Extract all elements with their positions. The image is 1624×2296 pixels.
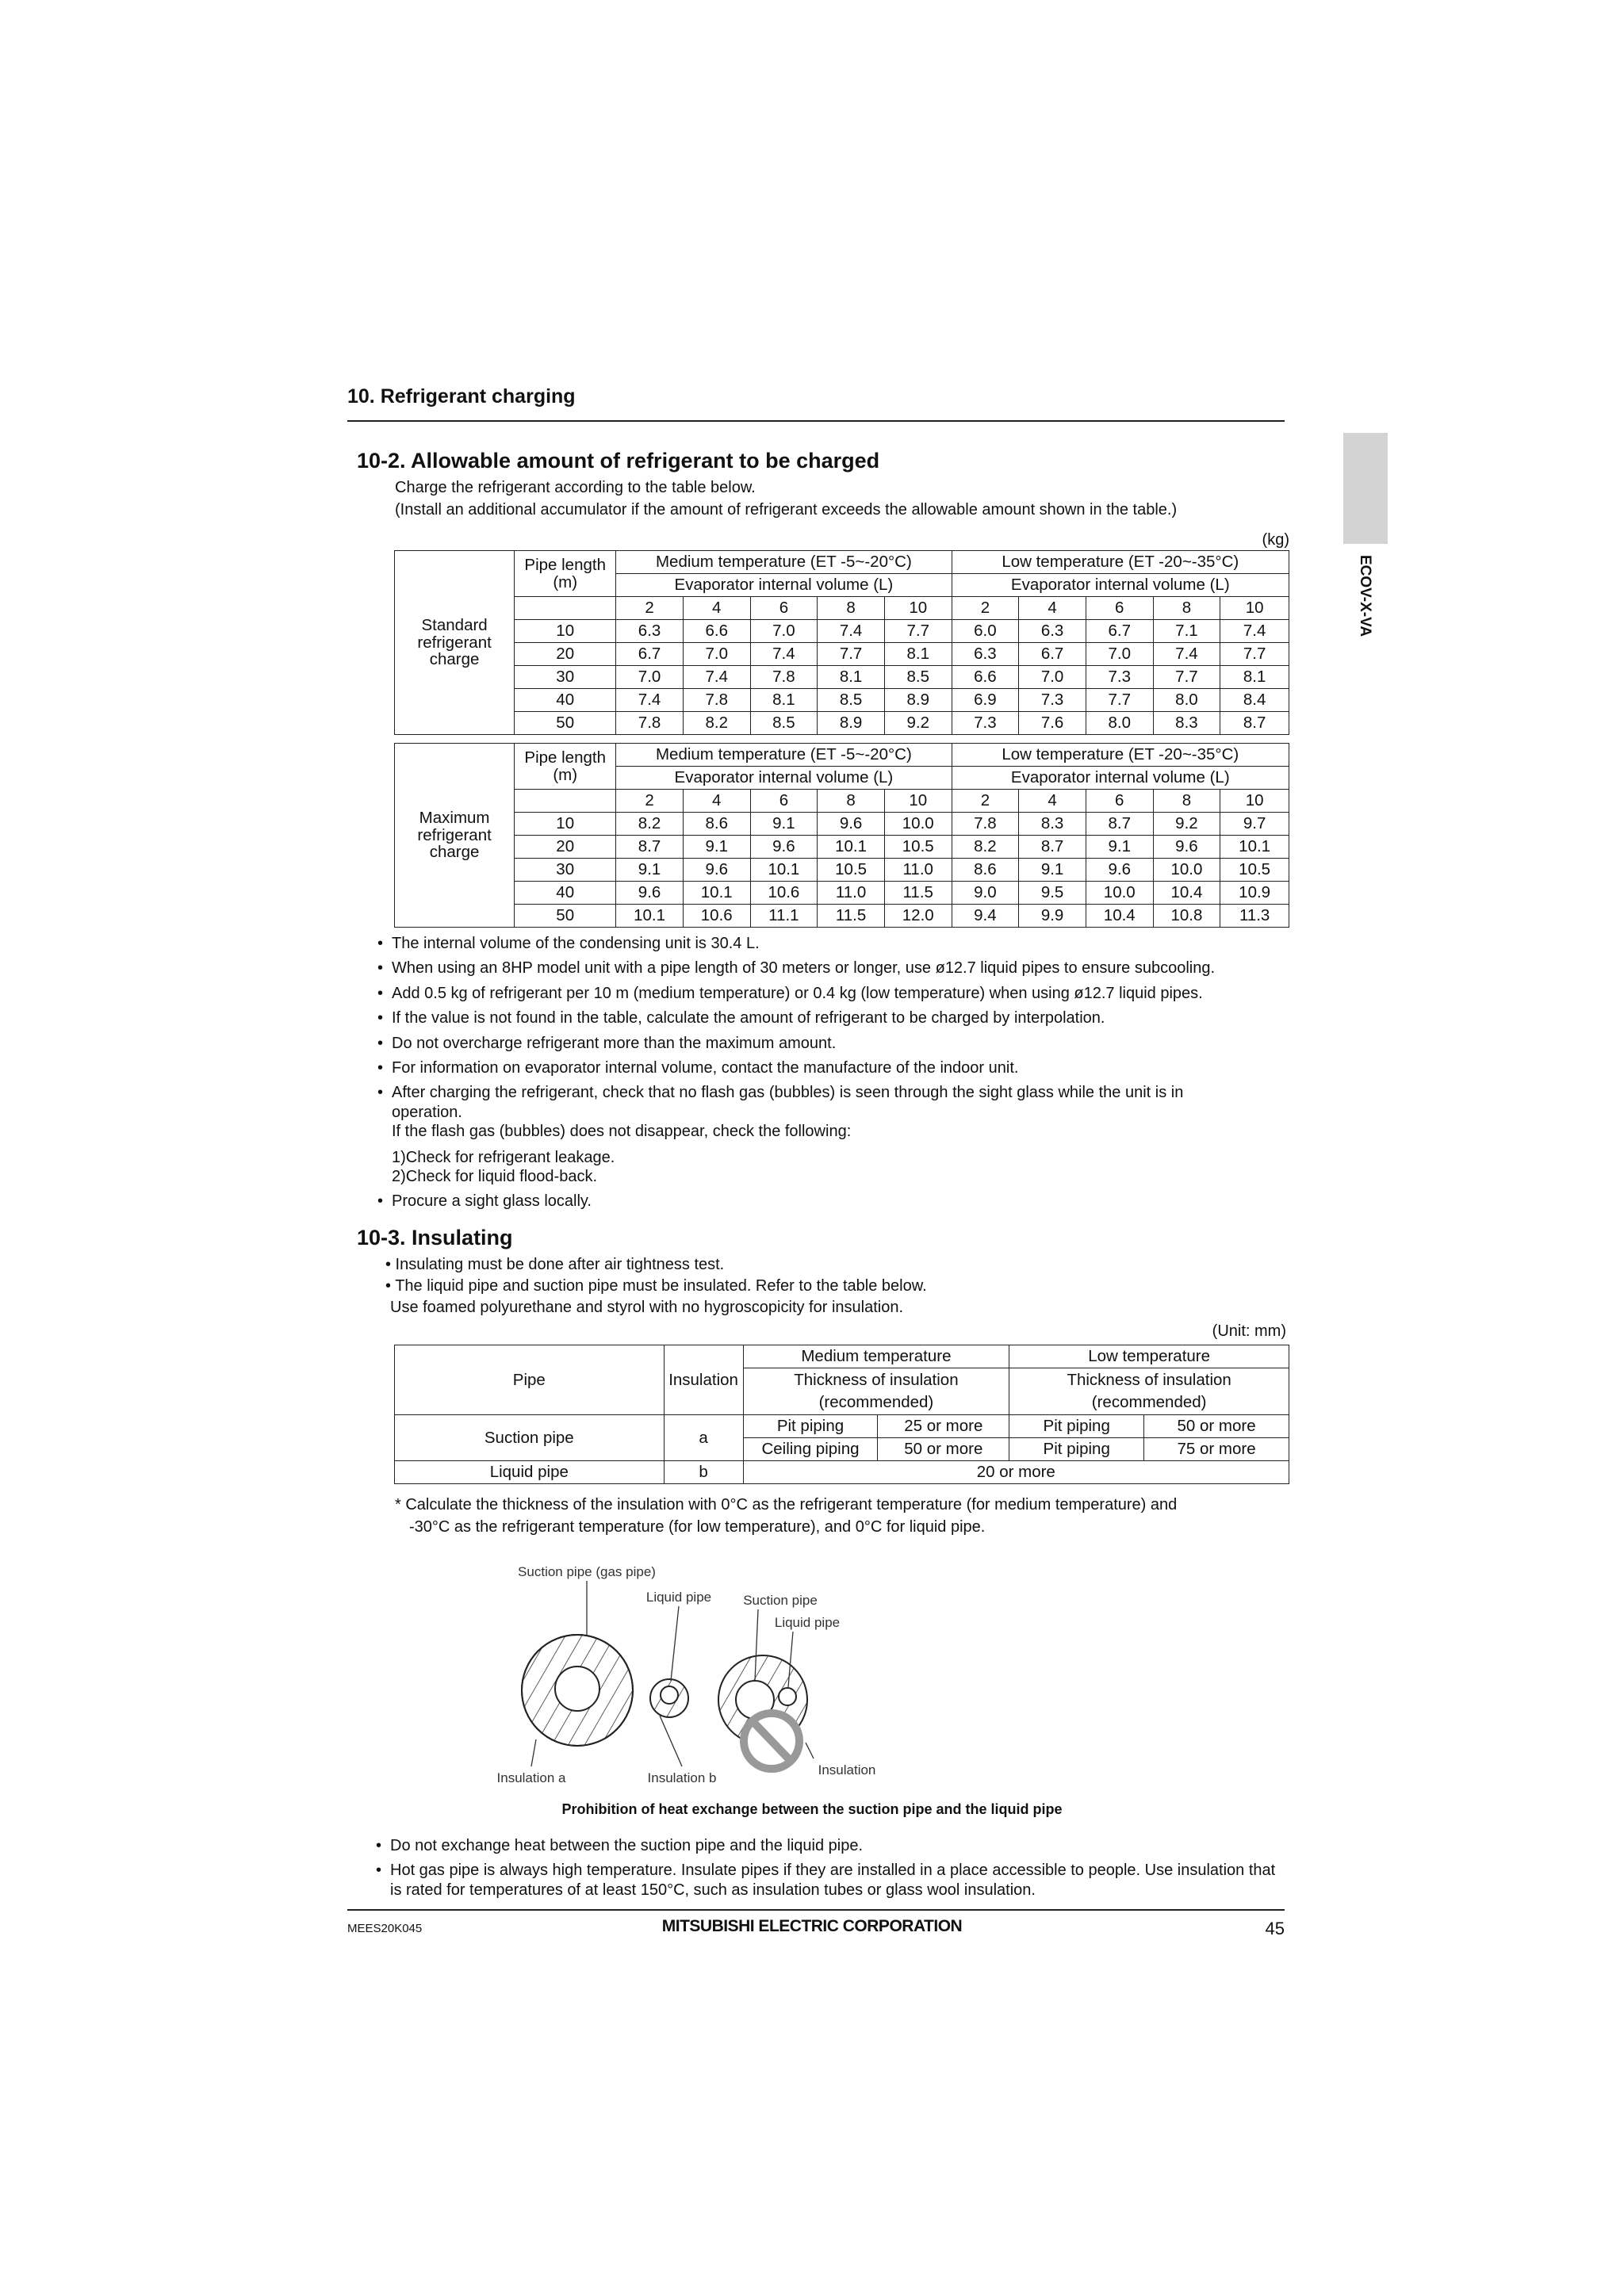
charge-value-cell: 7.0 bbox=[1019, 666, 1086, 689]
thickness-header: Thickness of insulation (recommended) bbox=[743, 1368, 1009, 1415]
label-suction-pipe: Suction pipe bbox=[743, 1593, 818, 1608]
insulation-footnote: * Calculate the thickness of the insulation with 0°C as the refrigerant temperature (for medium temperature) and -30°C as the refrigerant temperature (for low temperature), and 0°C for liquid pipe. bbox=[395, 1496, 1178, 1536]
liquid-insulation-cell: b bbox=[664, 1461, 743, 1484]
charge-value-cell: 11.0 bbox=[884, 859, 952, 882]
charge-value-cell: 9.7 bbox=[1220, 813, 1289, 836]
pipe-length-cell: 20 bbox=[515, 643, 616, 666]
pipe-header: Pipe bbox=[395, 1345, 665, 1415]
charge-value-cell: 8.2 bbox=[952, 836, 1019, 859]
pipe-length-cell: 30 bbox=[515, 859, 616, 882]
section-10-2-title: 10-2. Allowable amount of refrigerant to be charged bbox=[357, 449, 880, 473]
table-row bbox=[395, 689, 1289, 712]
evap-volume-header: Evaporator internal volume (L) bbox=[616, 767, 952, 790]
footer-rule bbox=[347, 1909, 1285, 1911]
charge-value-cell: 10.0 bbox=[884, 813, 952, 836]
charge-value-cell: 10.1 bbox=[750, 859, 818, 882]
charge-value-cell: 7.0 bbox=[616, 666, 684, 689]
insulated-suction-pipe bbox=[522, 1635, 633, 1746]
charge-value-cell: 7.8 bbox=[750, 666, 818, 689]
intro-line-1: Charge the refrigerant according to the table below. bbox=[395, 479, 756, 496]
diagram-caption: Prohibition of heat exchange between the suction pipe and the liquid pipe bbox=[561, 1801, 1063, 1817]
charge-value-cell: 7.7 bbox=[818, 643, 885, 666]
charge-value-cell: 9.4 bbox=[952, 905, 1019, 928]
charge-value-cell: 6.9 bbox=[952, 689, 1019, 712]
pipe-length-cell: 10 bbox=[515, 813, 616, 836]
table-row bbox=[395, 882, 1289, 905]
charge-value-cell: 9.6 bbox=[683, 859, 750, 882]
charge-value-cell: 7.7 bbox=[884, 620, 952, 643]
charge-value-cell: 7.4 bbox=[1220, 620, 1289, 643]
low-temp-header: Low temperature (ET -20~-35°C) bbox=[952, 744, 1289, 767]
charge-value-cell: 7.3 bbox=[952, 712, 1019, 735]
table-row bbox=[395, 666, 1289, 689]
list-item: • If the value is not found in the table, calculate the amount of refrigerant to be charged by interpolation. bbox=[377, 1008, 1289, 1027]
charge-value-cell: 7.8 bbox=[683, 689, 750, 712]
list-item: • When using an 8HP model unit with a pipe length of 30 meters or longer, use ø12.7 liquid pipes to ensure subcooling. bbox=[377, 959, 1289, 978]
charge-value-cell: 6.0 bbox=[952, 620, 1019, 643]
company-name: MITSUBISHI ELECTRIC CORPORATION bbox=[661, 1917, 963, 1935]
charge-value-cell: 7.4 bbox=[1153, 643, 1220, 666]
charge-value-cell: 8.4 bbox=[1220, 689, 1289, 712]
insulation-diagram bbox=[476, 1562, 920, 1800]
charge-value-cell: 11.0 bbox=[818, 882, 885, 905]
charge-value-cell: 10.6 bbox=[750, 882, 818, 905]
charge-value-cell: 9.1 bbox=[1019, 859, 1086, 882]
charge-value-cell: 8.9 bbox=[884, 689, 952, 712]
charge-value-cell: 7.0 bbox=[750, 620, 818, 643]
charge-value-cell: 12.0 bbox=[884, 905, 952, 928]
refrigerant-charge-table bbox=[394, 550, 1289, 928]
charge-value-cell: 8.1 bbox=[1220, 666, 1289, 689]
pipe-length-cell: 30 bbox=[515, 666, 616, 689]
charge-value-cell: 8.9 bbox=[818, 712, 885, 735]
section-10-3-title: 10-3. Insulating bbox=[357, 1226, 513, 1249]
charge-value-cell: 11.1 bbox=[750, 905, 818, 928]
charge-value-cell: 9.5 bbox=[1019, 882, 1086, 905]
charge-value-cell: 7.4 bbox=[750, 643, 818, 666]
charge-value-cell: 10.6 bbox=[683, 905, 750, 928]
pipe-length-cell: 40 bbox=[515, 689, 616, 712]
list-item: • Hot gas pipe is always high temperature. Insulate pipes if they are installed in a place accessible to people. Use insulation that is rated for temperatures of at least 150°C, such as insulation tubes or glass wool insulation. bbox=[376, 1861, 1288, 1900]
table-row: Ceiling piping 50 or more Pit piping 75 or more bbox=[395, 1438, 1289, 1461]
charge-value-cell: 7.4 bbox=[818, 620, 885, 643]
charge-value-cell: 6.3 bbox=[952, 643, 1019, 666]
low-temp-header: Low temperature bbox=[1009, 1345, 1289, 1368]
standard-charge-label: Standard refrigerant charge bbox=[395, 551, 515, 735]
page-number: 45 bbox=[1265, 1919, 1285, 1938]
charge-value-cell: 6.6 bbox=[683, 620, 750, 643]
insulating-intro-2: • The liquid pipe and suction pipe must be insulated. Refer to the table below. bbox=[385, 1277, 927, 1295]
charge-value-cell: 8.7 bbox=[1019, 836, 1086, 859]
charge-value-cell: 7.4 bbox=[683, 666, 750, 689]
side-tab-marker bbox=[1343, 433, 1388, 544]
charge-value-cell: 9.1 bbox=[750, 813, 818, 836]
charge-value-cell: 7.8 bbox=[616, 712, 684, 735]
charge-value-cell: 9.1 bbox=[683, 836, 750, 859]
charge-value-cell: 10.1 bbox=[1220, 836, 1289, 859]
charge-value-cell: 6.6 bbox=[952, 666, 1019, 689]
charge-value-cell: 11.5 bbox=[884, 882, 952, 905]
charge-value-cell: 10.5 bbox=[884, 836, 952, 859]
side-tab bbox=[1348, 555, 1380, 658]
table-row bbox=[395, 813, 1289, 836]
table-row bbox=[395, 1461, 1289, 1484]
pipe-length-cell: 50 bbox=[515, 712, 616, 735]
list-item: • After charging the refrigerant, check that no flash gas (bubbles) is seen through the sight glass while the unit is in operation. If the flash gas (bubbles) does not disappear, check the following: 1)Check for refrigerant leakage. 2)Check for liquid flood-back. bbox=[377, 1083, 1289, 1186]
charge-value-cell: 7.0 bbox=[1086, 643, 1153, 666]
charge-value-cell: 8.1 bbox=[750, 689, 818, 712]
section-title: 10. Refrigerant charging bbox=[347, 385, 576, 408]
charge-value-cell: 8.3 bbox=[1153, 712, 1220, 735]
charge-value-cell: 7.7 bbox=[1086, 689, 1153, 712]
table-row bbox=[395, 859, 1289, 882]
volume-row: 2 4 6 8 10 2 4 6 8 10 bbox=[395, 597, 1289, 620]
table-row bbox=[395, 836, 1289, 859]
charge-value-cell: 7.0 bbox=[683, 643, 750, 666]
label-insulation: Insulation bbox=[818, 1762, 876, 1777]
intro-line-2: (Install an additional accumulator if the amount of refrigerant exceeds the allowable amount shown in the table.) bbox=[395, 501, 1178, 519]
charge-value-cell: 7.7 bbox=[1153, 666, 1220, 689]
evap-volume-header: Evaporator internal volume (L) bbox=[616, 574, 952, 597]
charge-value-cell: 6.7 bbox=[616, 643, 684, 666]
list-item: • The internal volume of the condensing unit is 30.4 L. bbox=[377, 934, 1289, 953]
medium-temp-header: Medium temperature (ET -5~-20°C) bbox=[616, 551, 952, 574]
charge-value-cell: 11.5 bbox=[818, 905, 885, 928]
charge-value-cell: 9.6 bbox=[1086, 859, 1153, 882]
label-insulation-a: Insulation a bbox=[496, 1770, 566, 1785]
low-temp-header: Low temperature (ET -20~-35°C) bbox=[952, 551, 1289, 574]
charge-value-cell: 9.6 bbox=[616, 882, 684, 905]
charge-value-cell: 9.6 bbox=[818, 813, 885, 836]
suction-pipe-cell: Suction pipe bbox=[395, 1415, 665, 1461]
list-item: • Procure a sight glass locally. bbox=[377, 1192, 1289, 1211]
charge-value-cell: 8.2 bbox=[616, 813, 684, 836]
pipe-length-header: Pipe length (m) bbox=[515, 551, 616, 597]
table-row: Suction pipe a Pit piping 25 or more Pit piping 50 or more bbox=[395, 1415, 1289, 1438]
label-liquid-pipe-2: Liquid pipe bbox=[774, 1615, 841, 1630]
header-rule bbox=[347, 420, 1285, 422]
charge-value-cell: 10.5 bbox=[1220, 859, 1289, 882]
charging-notes bbox=[377, 934, 1289, 1217]
pipe-length-cell: 40 bbox=[515, 882, 616, 905]
volume-row: 2 4 6 8 10 2 4 6 8 10 bbox=[395, 790, 1289, 813]
charge-value-cell: 8.1 bbox=[818, 666, 885, 689]
charge-value-cell: 10.5 bbox=[818, 859, 885, 882]
charge-value-cell: 8.2 bbox=[683, 712, 750, 735]
charge-value-cell: 8.1 bbox=[884, 643, 952, 666]
charge-value-cell: 10.4 bbox=[1086, 905, 1153, 928]
pipe-length-cell: 10 bbox=[515, 620, 616, 643]
charge-value-cell: 8.7 bbox=[1220, 712, 1289, 735]
charge-value-cell: 8.5 bbox=[884, 666, 952, 689]
evap-volume-header: Evaporator internal volume (L) bbox=[952, 574, 1289, 597]
charge-value-cell: 9.6 bbox=[750, 836, 818, 859]
table-row bbox=[395, 905, 1289, 928]
charge-value-cell: 6.7 bbox=[1019, 643, 1086, 666]
list-item: • Add 0.5 kg of refrigerant per 10 m (medium temperature) or 0.4 kg (low temperature) when using ø12.7 liquid pipes. bbox=[377, 984, 1289, 1003]
list-item: • Do not exchange heat between the suction pipe and the liquid pipe. bbox=[376, 1836, 1288, 1855]
charge-value-cell: 8.5 bbox=[750, 712, 818, 735]
maximum-charge-label: Maximum refrigerant charge bbox=[395, 744, 515, 928]
insulating-intro-3: Use foamed polyurethane and styrol with no hygroscopicity for insulation. bbox=[390, 1299, 904, 1316]
charge-value-cell: 7.7 bbox=[1220, 643, 1289, 666]
charge-value-cell: 7.4 bbox=[616, 689, 684, 712]
unit-kg: (kg) bbox=[1262, 531, 1289, 549]
pipe-length-header: Pipe length (m) bbox=[515, 744, 616, 790]
charge-value-cell: 8.0 bbox=[1153, 689, 1220, 712]
doc-code: MEES20K045 bbox=[347, 1922, 423, 1935]
list-item: • For information on evaporator internal volume, contact the manufacture of the indoor unit. bbox=[377, 1058, 1289, 1077]
charge-value-cell: 7.3 bbox=[1086, 666, 1153, 689]
charge-value-cell: 10.9 bbox=[1220, 882, 1289, 905]
charge-value-cell: 7.3 bbox=[1019, 689, 1086, 712]
insulation-header: Insulation bbox=[664, 1345, 743, 1415]
side-tab-label: ECOV-X-VA bbox=[1357, 555, 1373, 637]
unit-mm: (Unit: mm) bbox=[1212, 1322, 1286, 1340]
charge-value-cell: 8.0 bbox=[1086, 712, 1153, 735]
list-item: • Do not overcharge refrigerant more than the maximum amount. bbox=[377, 1034, 1289, 1053]
charge-value-cell: 8.7 bbox=[616, 836, 684, 859]
charge-value-cell: 7.1 bbox=[1153, 620, 1220, 643]
charge-value-cell: 11.3 bbox=[1220, 905, 1289, 928]
charge-value-cell: 9.1 bbox=[1086, 836, 1153, 859]
charge-value-cell: 9.2 bbox=[1153, 813, 1220, 836]
prohibition-icon bbox=[744, 1713, 799, 1769]
charge-value-cell: 9.6 bbox=[1153, 836, 1220, 859]
suction-insulation-cell: a bbox=[664, 1415, 743, 1461]
evap-volume-header: Evaporator internal volume (L) bbox=[952, 767, 1289, 790]
charge-value-cell: 8.6 bbox=[683, 813, 750, 836]
charge-value-cell: 9.1 bbox=[616, 859, 684, 882]
charge-value-cell: 10.0 bbox=[1086, 882, 1153, 905]
charge-value-cell: 10.1 bbox=[818, 836, 885, 859]
label-suction-gas-pipe: Suction pipe (gas pipe) bbox=[518, 1564, 656, 1579]
charge-value-cell: 10.1 bbox=[616, 905, 684, 928]
charge-value-cell: 9.0 bbox=[952, 882, 1019, 905]
charge-value-cell: 10.8 bbox=[1153, 905, 1220, 928]
charge-value-cell: 8.7 bbox=[1086, 813, 1153, 836]
charge-value-cell: 6.3 bbox=[616, 620, 684, 643]
liquid-value-cell: 20 or more bbox=[743, 1461, 1289, 1484]
charge-value-cell: 6.3 bbox=[1019, 620, 1086, 643]
charge-value-cell: 10.0 bbox=[1153, 859, 1220, 882]
pipe-length-cell: 50 bbox=[515, 905, 616, 928]
charge-value-cell: 6.7 bbox=[1086, 620, 1153, 643]
charge-value-cell: 7.6 bbox=[1019, 712, 1086, 735]
charge-value-cell: 10.1 bbox=[683, 882, 750, 905]
table-row bbox=[395, 620, 1289, 643]
thickness-header: Thickness of insulation (recommended) bbox=[1009, 1368, 1289, 1415]
pipe-length-cell: 20 bbox=[515, 836, 616, 859]
label-liquid-pipe: Liquid pipe bbox=[645, 1590, 712, 1605]
charge-value-cell: 8.3 bbox=[1019, 813, 1086, 836]
charge-value-cell: 9.2 bbox=[884, 712, 952, 735]
insulating-final-notes bbox=[376, 1836, 1288, 1905]
charge-value-cell: 7.8 bbox=[952, 813, 1019, 836]
medium-temp-header: Medium temperature (ET -5~-20°C) bbox=[616, 744, 952, 767]
charge-value-cell: 8.5 bbox=[818, 689, 885, 712]
insulation-table bbox=[394, 1345, 1289, 1484]
table-row bbox=[395, 712, 1289, 735]
label-insulation-b: Insulation b bbox=[647, 1770, 717, 1785]
charge-value-cell: 10.4 bbox=[1153, 882, 1220, 905]
insulating-intro-1: • Insulating must be done after air tightness test. bbox=[385, 1256, 725, 1273]
insulated-liquid-pipe bbox=[650, 1679, 688, 1717]
table-row bbox=[395, 643, 1289, 666]
liquid-pipe-cell: Liquid pipe bbox=[395, 1461, 665, 1484]
charge-value-cell: 8.6 bbox=[952, 859, 1019, 882]
charge-value-cell: 9.9 bbox=[1019, 905, 1086, 928]
medium-temp-header: Medium temperature bbox=[743, 1345, 1009, 1368]
